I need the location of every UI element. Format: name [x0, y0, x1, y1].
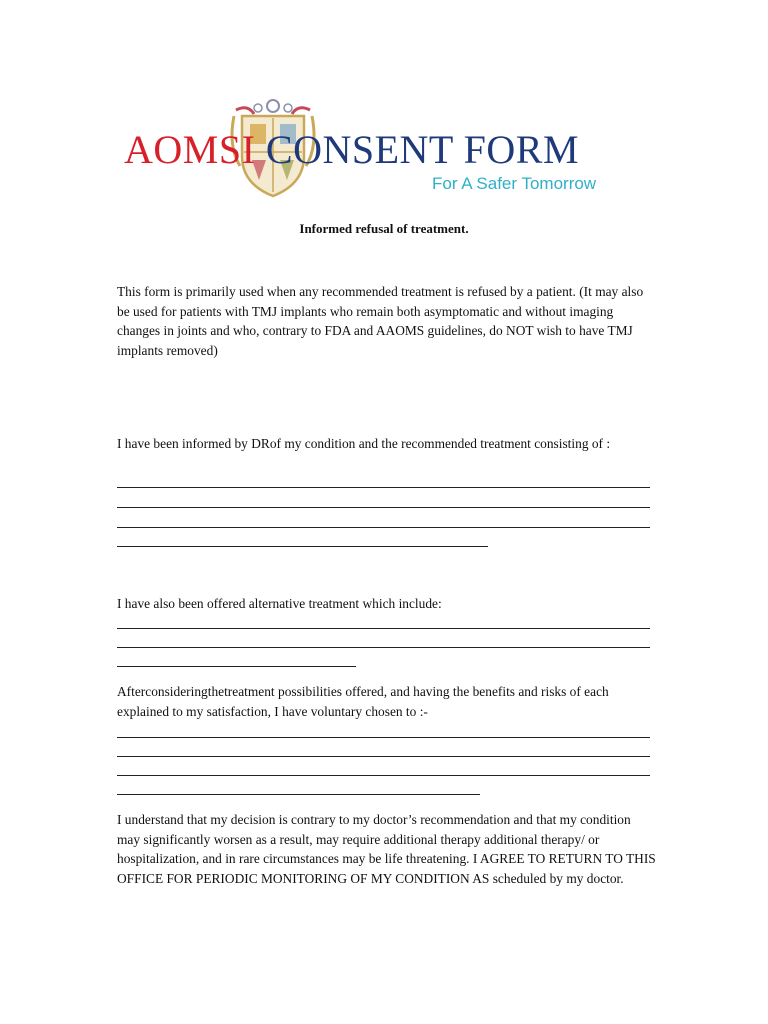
- chosen-fill-line[interactable]: [117, 775, 650, 776]
- alternative-paragraph: I have also been offered alternative treatment which include:: [117, 596, 442, 611]
- tagline: For A Safer Tomorrow: [432, 174, 597, 193]
- treatment-fill-line[interactable]: [117, 546, 488, 547]
- alternative-fill-line[interactable]: [117, 628, 650, 629]
- chosen-fill-line[interactable]: [117, 756, 650, 757]
- form-heading: Informed refusal of treatment.: [299, 221, 469, 236]
- understanding-paragraph: I understand that my decision is contrary to my doctor’s recommendation and that my condition may significantly worsen as a result, may require additional therapy additional therapy/ or hospitalization, and in rare circumstances may be life threatening. I AGREE TO RETURN TO THIS OFFICE FOR PERIODIC MONITORING OF MY CONDITION AS scheduled by my doctor.: [117, 812, 656, 886]
- chosen-paragraph: Afterconsideringthetreatment possibilities offered, and having the benefits and risks of each explained to my satisfaction, I have voluntary chosen to :-: [117, 684, 609, 719]
- title-aomsi: AOMSI: [124, 127, 256, 172]
- treatment-fill-line[interactable]: [117, 527, 650, 528]
- chosen-fill-line[interactable]: [117, 794, 480, 795]
- form-header: [0, 90, 768, 210]
- title-consent-form: CONSENT FORM: [255, 127, 580, 172]
- alternative-fill-line[interactable]: [117, 666, 356, 667]
- alternative-fill-line[interactable]: [117, 647, 650, 648]
- informed-paragraph: I have been informed by DRof my condition and the recommended treatment consisting of :: [117, 436, 611, 451]
- chosen-fill-line[interactable]: [117, 737, 650, 738]
- treatment-fill-line[interactable]: [117, 507, 650, 508]
- intro-paragraph: This form is primarily used when any recommended treatment is refused by a patient. (It may also be used for patients with TMJ implants who remain both asymptomatic and without imaging changes in joints and who, contrary to FDA and AAOMS guidelines, do NOT wish to have TMJ implants removed): [117, 284, 644, 358]
- treatment-fill-line[interactable]: [117, 487, 650, 488]
- form-title: [124, 126, 579, 173]
